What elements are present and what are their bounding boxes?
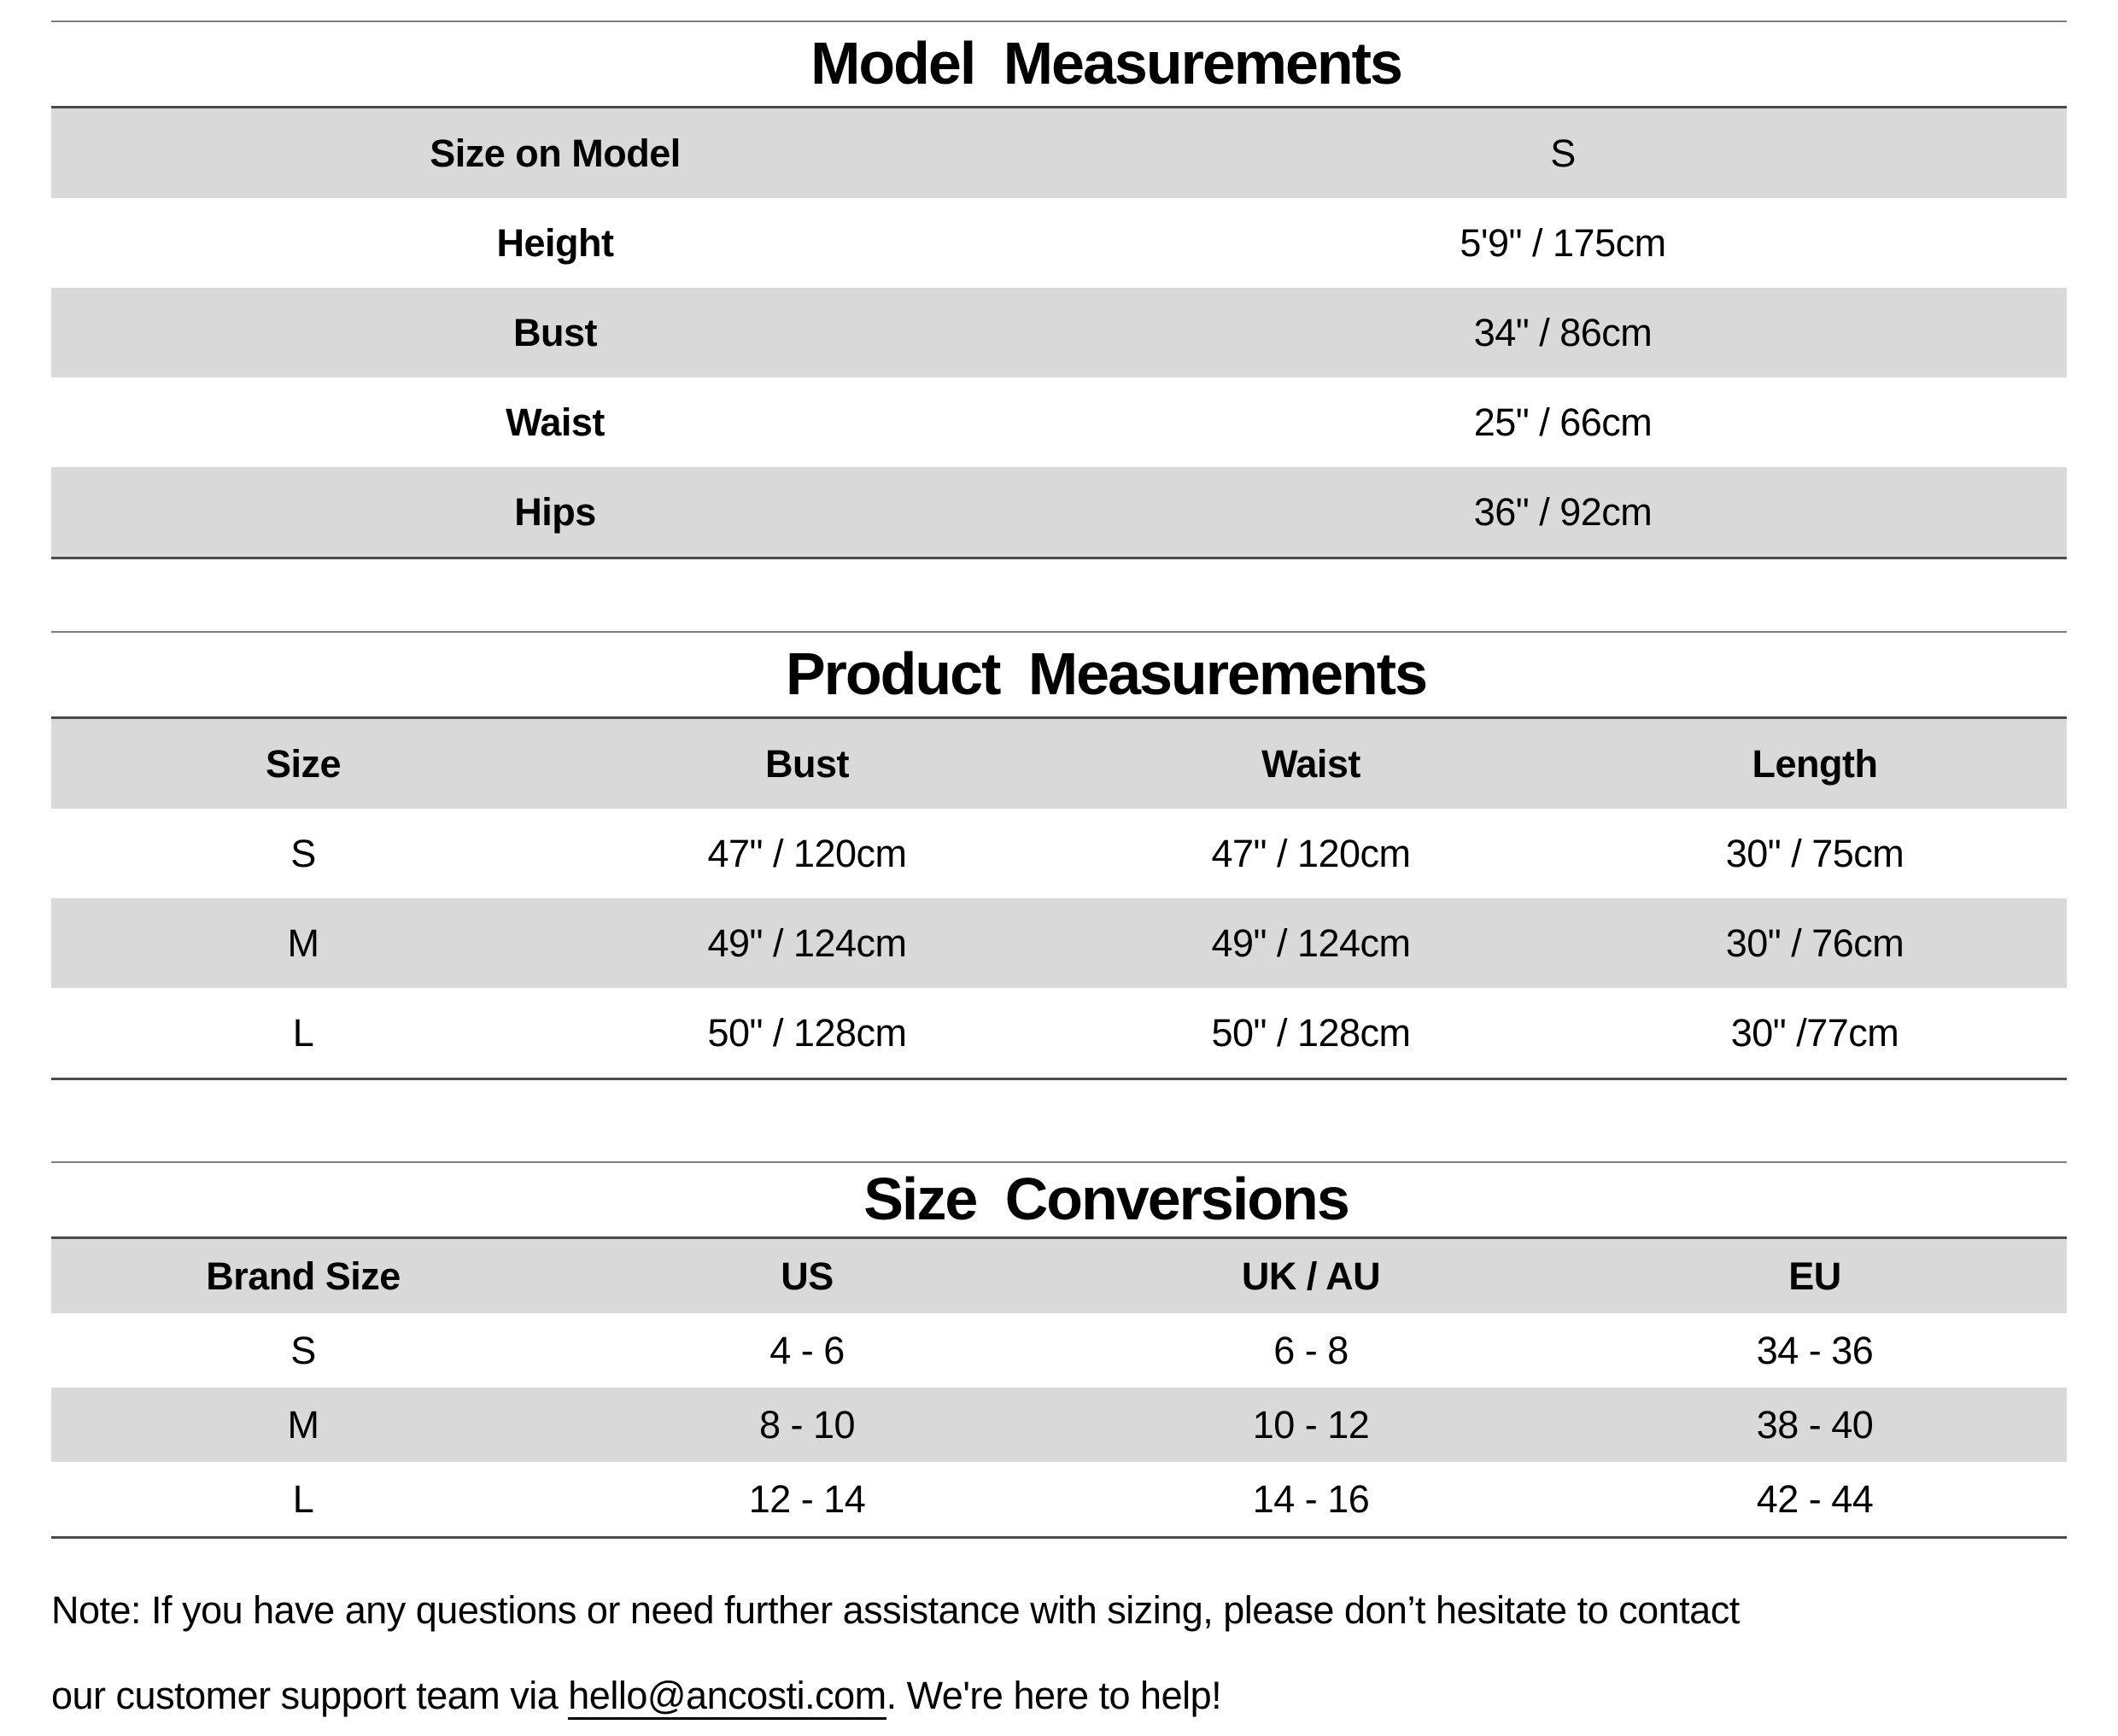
cell-value: 34 - 36: [1756, 1328, 1874, 1372]
table-row: [51, 809, 2067, 898]
row-label: M: [287, 921, 319, 965]
table-header-row: [51, 719, 2067, 809]
section-spacer: [51, 1080, 2067, 1161]
table-row: [51, 198, 2067, 288]
table-row: [51, 1388, 2067, 1462]
size-conversions-table: [51, 1239, 2067, 1536]
row-label: Bust: [513, 310, 597, 354]
row-label: L: [292, 1010, 314, 1055]
model-measurements-table: [51, 108, 2067, 557]
row-value: 25" / 66cm: [1473, 400, 1653, 444]
row-label: Waist: [506, 400, 605, 444]
cell-value: 30" / 76cm: [1725, 921, 1904, 965]
row-label: Hips: [514, 489, 596, 534]
sizing-note: [51, 1568, 2067, 1736]
section-title-product-measurements: Product Measurements: [785, 640, 1427, 707]
cell-value: 47" / 120cm: [707, 831, 907, 875]
table-row: [51, 108, 2067, 198]
support-email-link[interactable]: hello@ancosti.com: [568, 1674, 886, 1720]
section-spacer: [51, 559, 2067, 631]
table-row: [51, 1462, 2067, 1536]
product-measurements-table: [51, 719, 2067, 1078]
row-label: L: [292, 1476, 314, 1521]
column-header: US: [781, 1254, 834, 1298]
column-header: Length: [1752, 741, 1878, 786]
table-row: [51, 988, 2067, 1078]
cell-value: 49" / 124cm: [1211, 921, 1411, 965]
note-line-2-prefix: our customer support team via: [51, 1674, 569, 1717]
row-label: Size on Model: [430, 131, 681, 175]
row-label: S: [290, 1328, 316, 1372]
cell-value: 8 - 10: [758, 1402, 856, 1447]
column-header: Brand Size: [206, 1254, 401, 1298]
section-title-size-conversions: Size Conversions: [863, 1166, 1349, 1232]
cell-value: 6 - 8: [1273, 1328, 1349, 1372]
row-label: Height: [496, 220, 614, 265]
cell-value: 50" / 128cm: [707, 1010, 907, 1055]
table-row: [51, 288, 2067, 377]
column-header: Bust: [765, 741, 849, 786]
section-title-model-measurements: Model Measurements: [810, 30, 1401, 96]
table-row: [51, 898, 2067, 988]
cell-value: 42 - 44: [1756, 1476, 1874, 1521]
column-header: Waist: [1261, 741, 1360, 786]
cell-value: 14 - 16: [1252, 1476, 1370, 1521]
cell-value: 30" /77cm: [1730, 1010, 1899, 1055]
row-value: 34" / 86cm: [1473, 310, 1653, 354]
table-row: [51, 467, 2067, 557]
row-label: S: [290, 831, 316, 875]
note-line-2: [51, 1653, 2067, 1736]
row-value: 36" / 92cm: [1473, 489, 1653, 534]
note-line-2-suffix: . We're here to help!: [886, 1674, 1222, 1717]
table-row: [51, 377, 2067, 467]
column-header: EU: [1788, 1254, 1841, 1298]
row-label: M: [287, 1402, 319, 1447]
cell-value: 38 - 40: [1756, 1402, 1874, 1447]
cell-value: 49" / 124cm: [707, 921, 907, 965]
divider: [51, 1536, 2067, 1539]
column-header: Size: [265, 741, 342, 786]
cell-value: 4 - 6: [769, 1328, 845, 1372]
row-value: 5'9" / 175cm: [1460, 220, 1666, 265]
note-line-1: Note: If you have any questions or need further assistance with sizing, please don’t hesitate to contact: [51, 1588, 1740, 1632]
row-value: S: [1550, 131, 1576, 175]
cell-value: 10 - 12: [1252, 1402, 1370, 1447]
cell-value: 47" / 120cm: [1211, 831, 1411, 875]
table-header-row: [51, 1239, 2067, 1313]
cell-value: 50" / 128cm: [1211, 1010, 1411, 1055]
table-row: [51, 1313, 2067, 1388]
column-header: UK / AU: [1241, 1254, 1381, 1298]
cell-value: 30" / 75cm: [1725, 831, 1904, 875]
cell-value: 12 - 14: [748, 1476, 866, 1521]
